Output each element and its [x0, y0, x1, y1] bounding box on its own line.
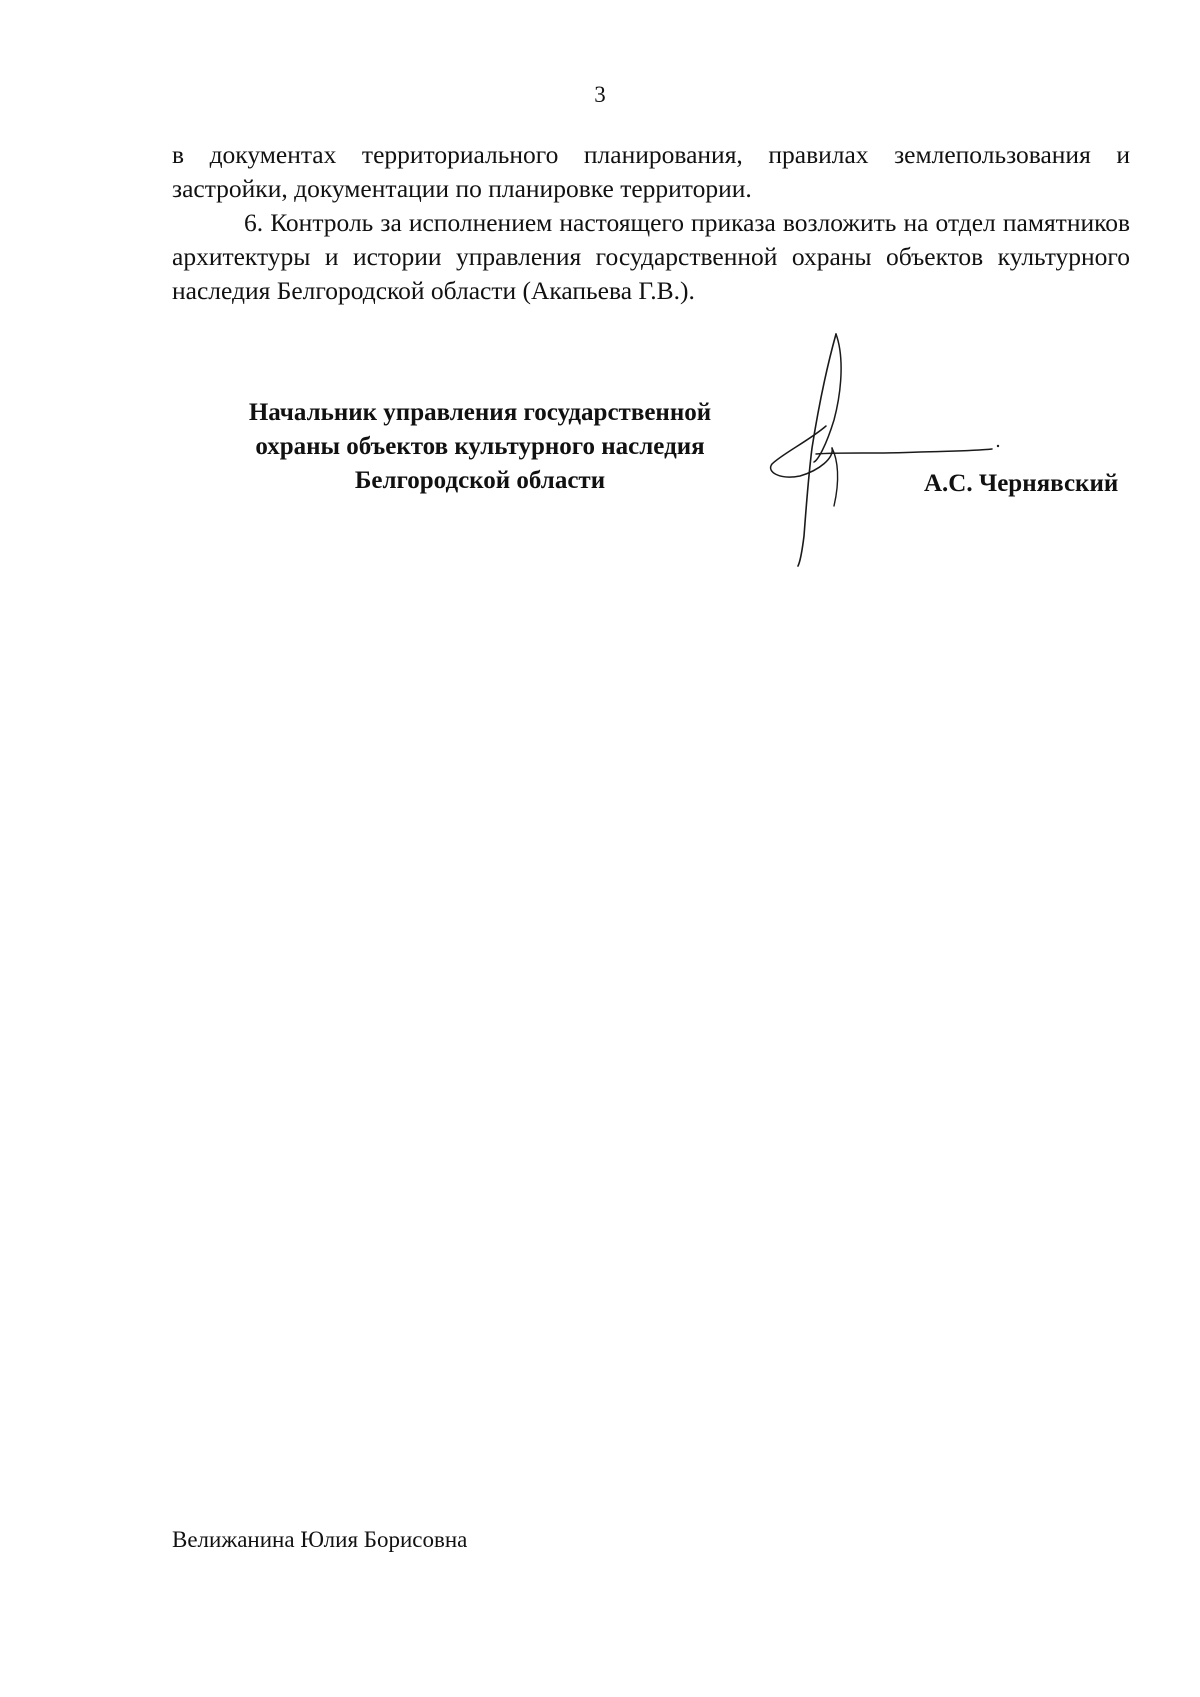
handwritten-signature	[760, 330, 1020, 570]
document-body	[172, 138, 1130, 308]
body-paragraph-item-6: 6. Контроль за исполнением настоящего приказа возложить на отдел памятников архитектуры и истории управления государственной охраны объектов культурного наследия Белгородской области (Акапьева Г.В.).	[172, 208, 1130, 305]
position-line-3: Белгородской области	[354, 467, 606, 494]
signatory-position	[190, 396, 770, 498]
page-number: 3	[594, 82, 606, 107]
signatory-name: А.С. Чернявский	[924, 470, 1119, 497]
body-paragraph-continuation: в документах территориального планирования, правилах землепользования и застройки, документации по планировке территории.	[172, 140, 1130, 203]
position-line-2: охраны объектов культурного наследия	[255, 433, 705, 460]
position-line-1: Начальник управления государственной	[248, 399, 712, 426]
executor-name: Велижанина Юлия Борисовна	[172, 1527, 468, 1552]
